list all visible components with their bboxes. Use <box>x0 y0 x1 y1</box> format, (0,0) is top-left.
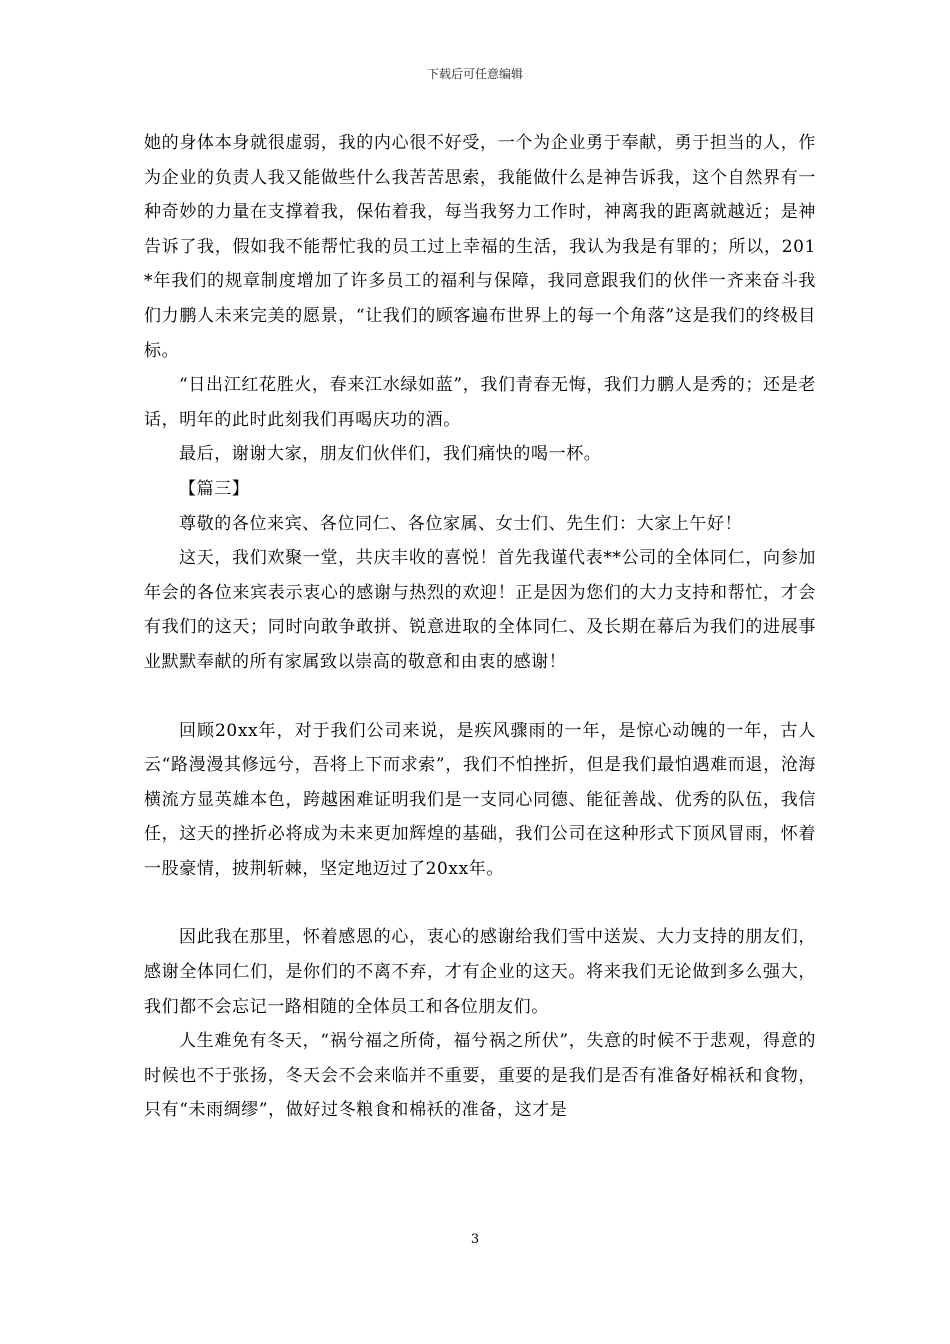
paragraph-poem-quote: “日出江红花胜火，春来江水绿如蓝”，我们青春无悔，我们力鹏人是秀的；还是老话，明年的此时此刻我们再喝庆功的酒。 <box>144 375 816 430</box>
paragraph-continuation: 她的身体本身就很虚弱，我的内心很不好受，一个为企业勇于奉献，勇于担当的人，作为企业的负责人我又能做些什么我苦苦思索，我能做什么是神告诉我，这个自然界有一种奇妙的力量在支撑着我，保佑着我，每当我努力工作时，神离我的距离就越近；是神告诉了我，假如我不能帮忙我的员工过上幸福的生活，我认为我是有罪的；所以，201*年我们的规章制度增加了许多员工的福利与保障，我同意跟我们的伙伴一齐来奋斗我们力鹏人未来完美的愿景，“让我们的顾客遍布世界上的每一个角落”这是我们的终极目标。 <box>144 133 816 361</box>
paragraph-closing-toast: 最后，谢谢大家，朋友们伙伴们，我们痛快的喝一杯。 <box>179 444 602 465</box>
section-heading: 【篇三】 <box>179 478 250 499</box>
document-body <box>144 126 816 1128</box>
paragraph-gratitude: 因此我在那里，怀着感恩的心，衷心的感谢给我们雪中送炭、大力支持的朋友们，感谢全体同仁们，是你们的不离不弃，才有企业的这天。将来我们无论做到多么强大，我们都不会忘记一路相随的全体员工和各位朋友们。 <box>144 927 816 1017</box>
paragraph-winter: 人生难免有冬天，“祸兮福之所倚，福兮祸之所伏”，失意的时候不于悲观，得意的时候也不于张扬，冬天会不会来临并不重要，重要的是我们是否有准备好棉袄和食物，只有“未雨绸缪”，做好过冬粮食和棉袄的准备，这才是 <box>144 1031 816 1121</box>
page-number: 3 <box>470 1232 480 1247</box>
paragraph-welcome: 这天，我们欢聚一堂，共庆丰收的喜悦！首先我谨代表**公司的全体同仁，向参加年会的各位来宾表示衷心的感谢与热烈的欢迎！正是因为您们的大力支持和帮忙，才会有我们的这天；同时向敢争敢拼、锐意进取的全体同仁、及长期在幕后为我们的进展事业默默奉献的所有家属致以崇高的敬意和由衷的感谢！ <box>144 548 816 672</box>
page-header-note: 下载后可任意编辑 <box>426 67 523 81</box>
paragraph-salutation: 尊敬的各位来宾、各位同仁、各位家属、女士们、先生们：大家上午好！ <box>179 513 743 534</box>
paragraph-review: 回顾20xx年，对于我们公司来说，是疾风骤雨的一年，是惊心动魄的一年，古人云“路漫漫其修远兮，吾将上下而求索”，我们不怕挫折，但是我们最怕遇难而退，沧海横流方显英雄本色，跨越困难证明我们是一支同心同德、能征善战、优秀的队伍，我信任，这天的挫折必将成为未来更加辉煌的基础，我们公司在这种形式下顶风冒雨，怀着一股豪情，披荆斩棘，坚定地迈过了20xx年。 <box>144 720 816 879</box>
